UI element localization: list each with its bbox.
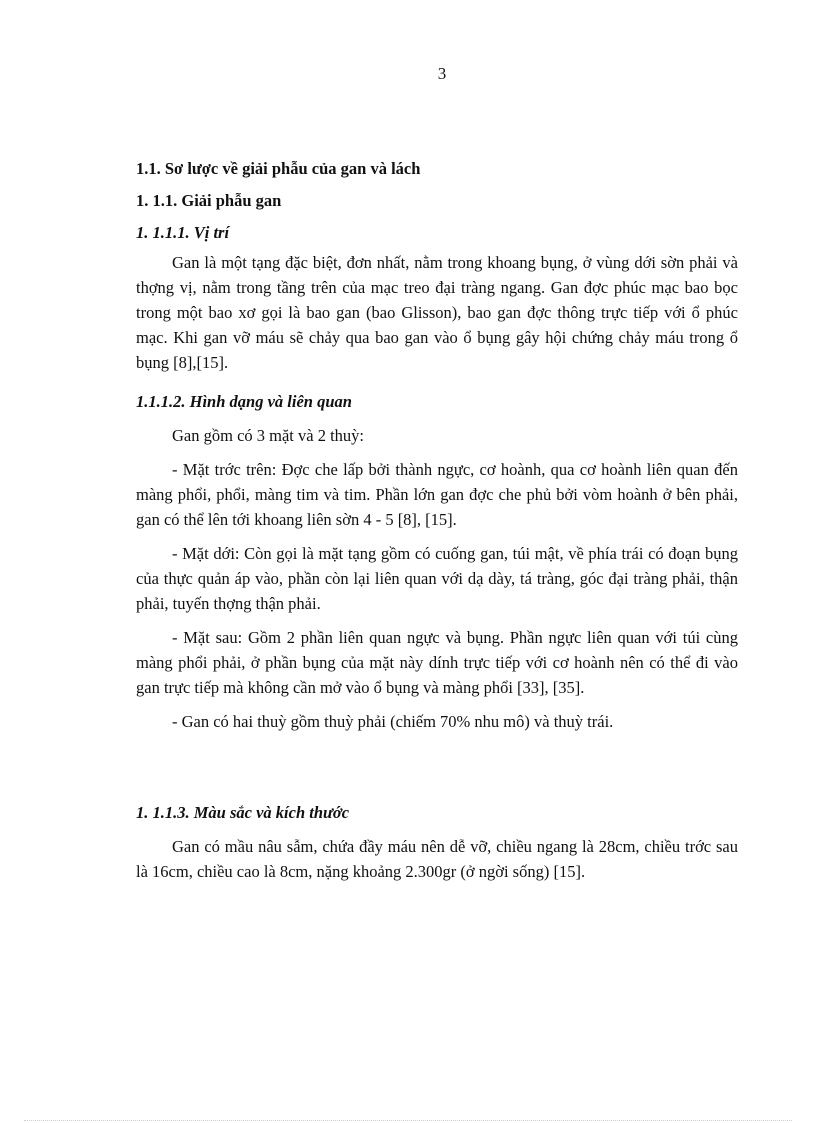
page-number: 3 — [437, 64, 447, 83]
paragraph-thuy: - Gan có hai thuỳ gồm thuỳ phải (chiếm 70% nhu mô) và thuỳ trái. — [172, 712, 614, 731]
document-body — [136, 156, 738, 884]
paragraph-mat-duoi: - Mặt dới: Còn gọi là mặt tạng gồm có cuống gan, túi mật, về phía trái có đoạn bụng của thực quản áp vào, phần còn lại liên quan với dạ dày, tá tràng, góc đại tràng phải, thận phải, tuyến thợng thận phải. — [136, 544, 738, 613]
heading-vi-tri: 1. 1.1.1. Vị trí — [136, 223, 230, 242]
paragraph-mau-sac: Gan có mầu nâu sẫm, chứa đầy máu nên dễ vỡ, chiều ngang là 28cm, chiều trớc sau là 16cm, chiều cao là 8cm, nặng khoảng 2.300gr (ở ngời sống) [15]. — [136, 837, 738, 881]
page-bottom-border — [24, 1120, 792, 1121]
paragraph-mat-truoc: - Mặt trớc trên: Đợc che lấp bởi thành ngực, cơ hoành, qua cơ hoành liên quan đến màng phổi, phổi, màng tim và tim. Phần lớn gan đợc che phủ bởi vòm hoành ở bên phải, gan có thể lên tới khoang liên sờn 4 - 5 [8], [15]. — [136, 460, 738, 529]
paragraph-mat-sau: - Mặt sau: Gồm 2 phần liên quan ngực và bụng. Phần ngực liên quan với túi cùng màng phổi phải, ở phần bụng của mặt này dính trực tiếp với cơ hoành nên có thể đi vào gan trực tiếp mà không cần mở vào ổ bụng và màng phổi [33], [35]. — [136, 628, 738, 697]
paragraph-vi-tri: Gan là một tạng đặc biệt, đơn nhất, nằm trong khoang bụng, ở vùng dới sờn phải và thợng vị, nằm trong tầng trên của mạc treo đại tràng ngang. Gan đợc phúc mạc bao bọc trong một bao xơ gọi là bao gan (bao Glisson), bao gan đợc thông trực tiếp với ổ phúc mạc. Khi gan vỡ máu sẽ chảy qua bao gan vào ổ bụng gây hội chứng chảy máu trong ổ bụng [8],[15]. — [136, 253, 738, 372]
section-title: 1.1. Sơ lược về giải phẫu của gan và lách — [136, 159, 421, 178]
heading-mau-sac: 1. 1.1.3. Màu sắc và kích thước — [136, 803, 350, 822]
heading-hinh-dang: 1.1.1.2. Hình dạng và liên quan — [136, 392, 352, 411]
subsection-title: 1. 1.1. Giải phẫu gan — [136, 191, 282, 210]
paragraph-intro: Gan gồm có 3 mặt và 2 thuỳ: — [172, 426, 365, 445]
